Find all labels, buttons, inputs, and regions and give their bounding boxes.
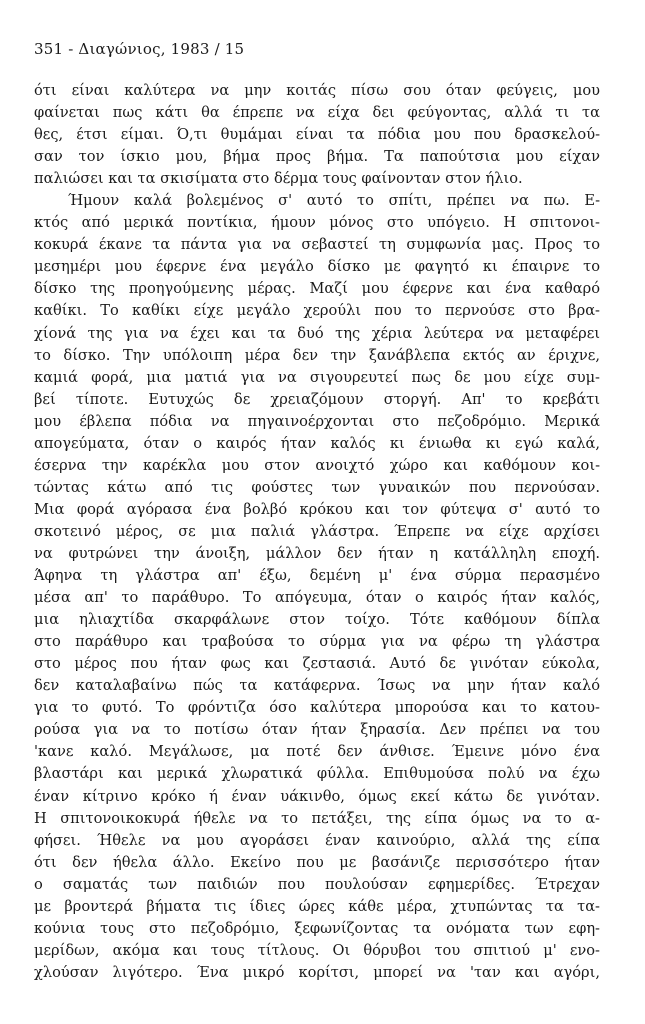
text-line: καθίκι. Το καθίκι είχε μεγάλο χερούλι που το περνούσε στο βρα- (34, 302, 600, 320)
text-line: με βροντερά βήματα τις ίδιες ώρες κάθε μέρα, χτυπώντας τα τα- (34, 897, 600, 915)
text-line: βεί τίποτε. Ευτυχώς δε χρειαζόμουν στοργή. Απ' το κρεβάτι (34, 390, 600, 408)
text-line: στο παράθυρο και τραβούσα το σύρμα για να φέρω τη γλάστρα (34, 633, 600, 651)
text-line: χλούσαν λιγότερο. Ένα μικρό κορίτσι, μπορεί να 'ταν και αγόρι, (34, 963, 600, 981)
text-line: χίονά της για να έχει και τα δυό της χέρια λεύτερα να μεταφέρει (34, 324, 600, 342)
text-line: σαν τον ίσκιο μου, βήμα προς βήμα. Τα παπούτσια μου είχαν (34, 148, 600, 166)
text-line: παλιώσει και τα σκισίματα στο δέρμα τους φαίνονταν στον ήλιο. (34, 170, 523, 188)
text-line: απογεύματα, όταν ο καιρός ήταν καλός κι ένιωθα κι εγώ καλά, (34, 434, 600, 452)
text-line: βλαστάρι και μερικά χλωρατικά φύλλα. Επιθυμούσα πολύ να έχω (34, 765, 600, 783)
text-line: το δίσκο. Την υπόλοιπη μέρα δεν την ξανάβλεπα εκτός αν έριχνε, (34, 346, 600, 364)
text-line: έναν κίτρινο κρόκο ή έναν υάκινθο, όμως εκεί κάτω δε γινόταν. (34, 787, 600, 805)
text-line: μερίδων, ακόμα και τους τίτλους. Οι θόρυβοι του σπιτιού μ' ενο- (34, 941, 600, 959)
text-line: καμιά φορά, μια ματιά για να σιγουρευτεί πως δε μου είχε συμ- (34, 368, 600, 386)
text-line: φαίνεται πως κάτι θα έπρεπε να είχα δει φεύγοντας, αλλά τι τα (34, 104, 600, 122)
text-line: για το φυτό. Το φρόντιζα όσο καλύτερα μπορούσα και το κατου- (34, 699, 600, 717)
text-line: έσερνα την καρέκλα μου στον ανοιχτό χώρο και καθόμουν κοι- (34, 456, 600, 474)
text-line: ο σαματάς των παιδιών που πουλούσαν εφημερίδες. Έτρεχαν (34, 875, 600, 893)
text-line: σκοτεινό μέρος, σε μια παλιά γλάστρα. Έπρεπε να είχε αρχίσει (34, 522, 600, 540)
text-line: ότι είναι καλύτερα να μην κοιτάς πίσω σου όταν φεύγεις, μου (34, 82, 600, 99)
text-line: μεσημέρι μου έφερνε ένα μεγάλο δίσκο με φαγητό κι έπαιρνε το (34, 258, 600, 276)
text-line: κτός από μερικά ποντίκια, ήμουν μόνος στο υπόγειο. Η σπιτονοι- (34, 214, 600, 232)
text-line: δίσκο της προηγούμενης μέρας. Μαζί μου έφερνε και ένα καθαρό (34, 280, 600, 298)
text-line: θες, έτσι είμαι. Ό,τι θυμάμαι είναι τα πόδια μου που δρασκελού- (34, 126, 600, 144)
body-text (34, 80, 600, 984)
text-line: τώντας κάτω από τις φούστες των γυναικών που περνούσαν. (34, 478, 600, 496)
running-head: 351 - Διαγώνιος, 1983 / 15 (34, 40, 245, 58)
text-line: δεν καταλαβαίνω πώς τα κατάφερνα. Ίσως να μην ήταν καλό (34, 677, 600, 695)
text-line: κοκυρά έκανε τα πάντα για να σεβαστεί τη συμφωνία μας. Προς το (34, 236, 600, 254)
text-line-paragraph-start: Ήμουν καλά βολεμένος σ' αυτό το σπίτι, πρέπει να πω. Ε- (68, 192, 600, 210)
text-line: Άφηνα τη γλάστρα απ' έξω, δεμένη μ' ένα σύρμα περασμένο (34, 567, 600, 585)
text-line: στο μέρος που ήταν φως και ζεστασιά. Αυτό δε γινόταν εύκολα, (34, 655, 600, 673)
text-line: φήσει. Ήθελε να μου αγοράσει έναν καινούριο, αλλά της είπα (34, 831, 600, 849)
text-line: ότι δεν ήθελα άλλο. Εκείνο που με βασάνιζε περισσότερο ήταν (34, 853, 600, 871)
text-line: μια ηλιαχτίδα σκαρφάλωνε στον τοίχο. Τότε καθόμουν δίπλα (34, 611, 600, 629)
text-line: μου έβλεπα πόδια να πηγαινοέρχονται στο πεζοδρόμιο. Μερικά (34, 412, 600, 430)
text-line: να φυτρώνει την άνοιξη, μάλλον δεν ήταν η κατάλληλη εποχή. (34, 544, 600, 562)
text-line: κούνια τους στο πεζοδρόμιο, ξεφωνίζοντας τα ονόματα των εφη- (34, 919, 600, 937)
text-line: ρούσα για να το ποτίσω όταν ήταν ξηρασία. Δεν πρέπει να του (34, 721, 600, 739)
text-line: Η σπιτονοικοκυρά ήθελε να το πετάξει, της είπα όμως να το α- (34, 809, 600, 827)
text-line: μέσα απ' το παράθυρο. Το απόγευμα, όταν ο καιρός ήταν καλός, (34, 589, 600, 607)
text-line: 'κανε καλό. Μεγάλωσε, μα ποτέ δεν άνθισε. Έμεινε μόνο ένα (34, 743, 600, 761)
text-line: Μια φορά αγόρασα ένα βολβό κρόκου και τον φύτεψα σ' αυτό το (34, 500, 600, 518)
